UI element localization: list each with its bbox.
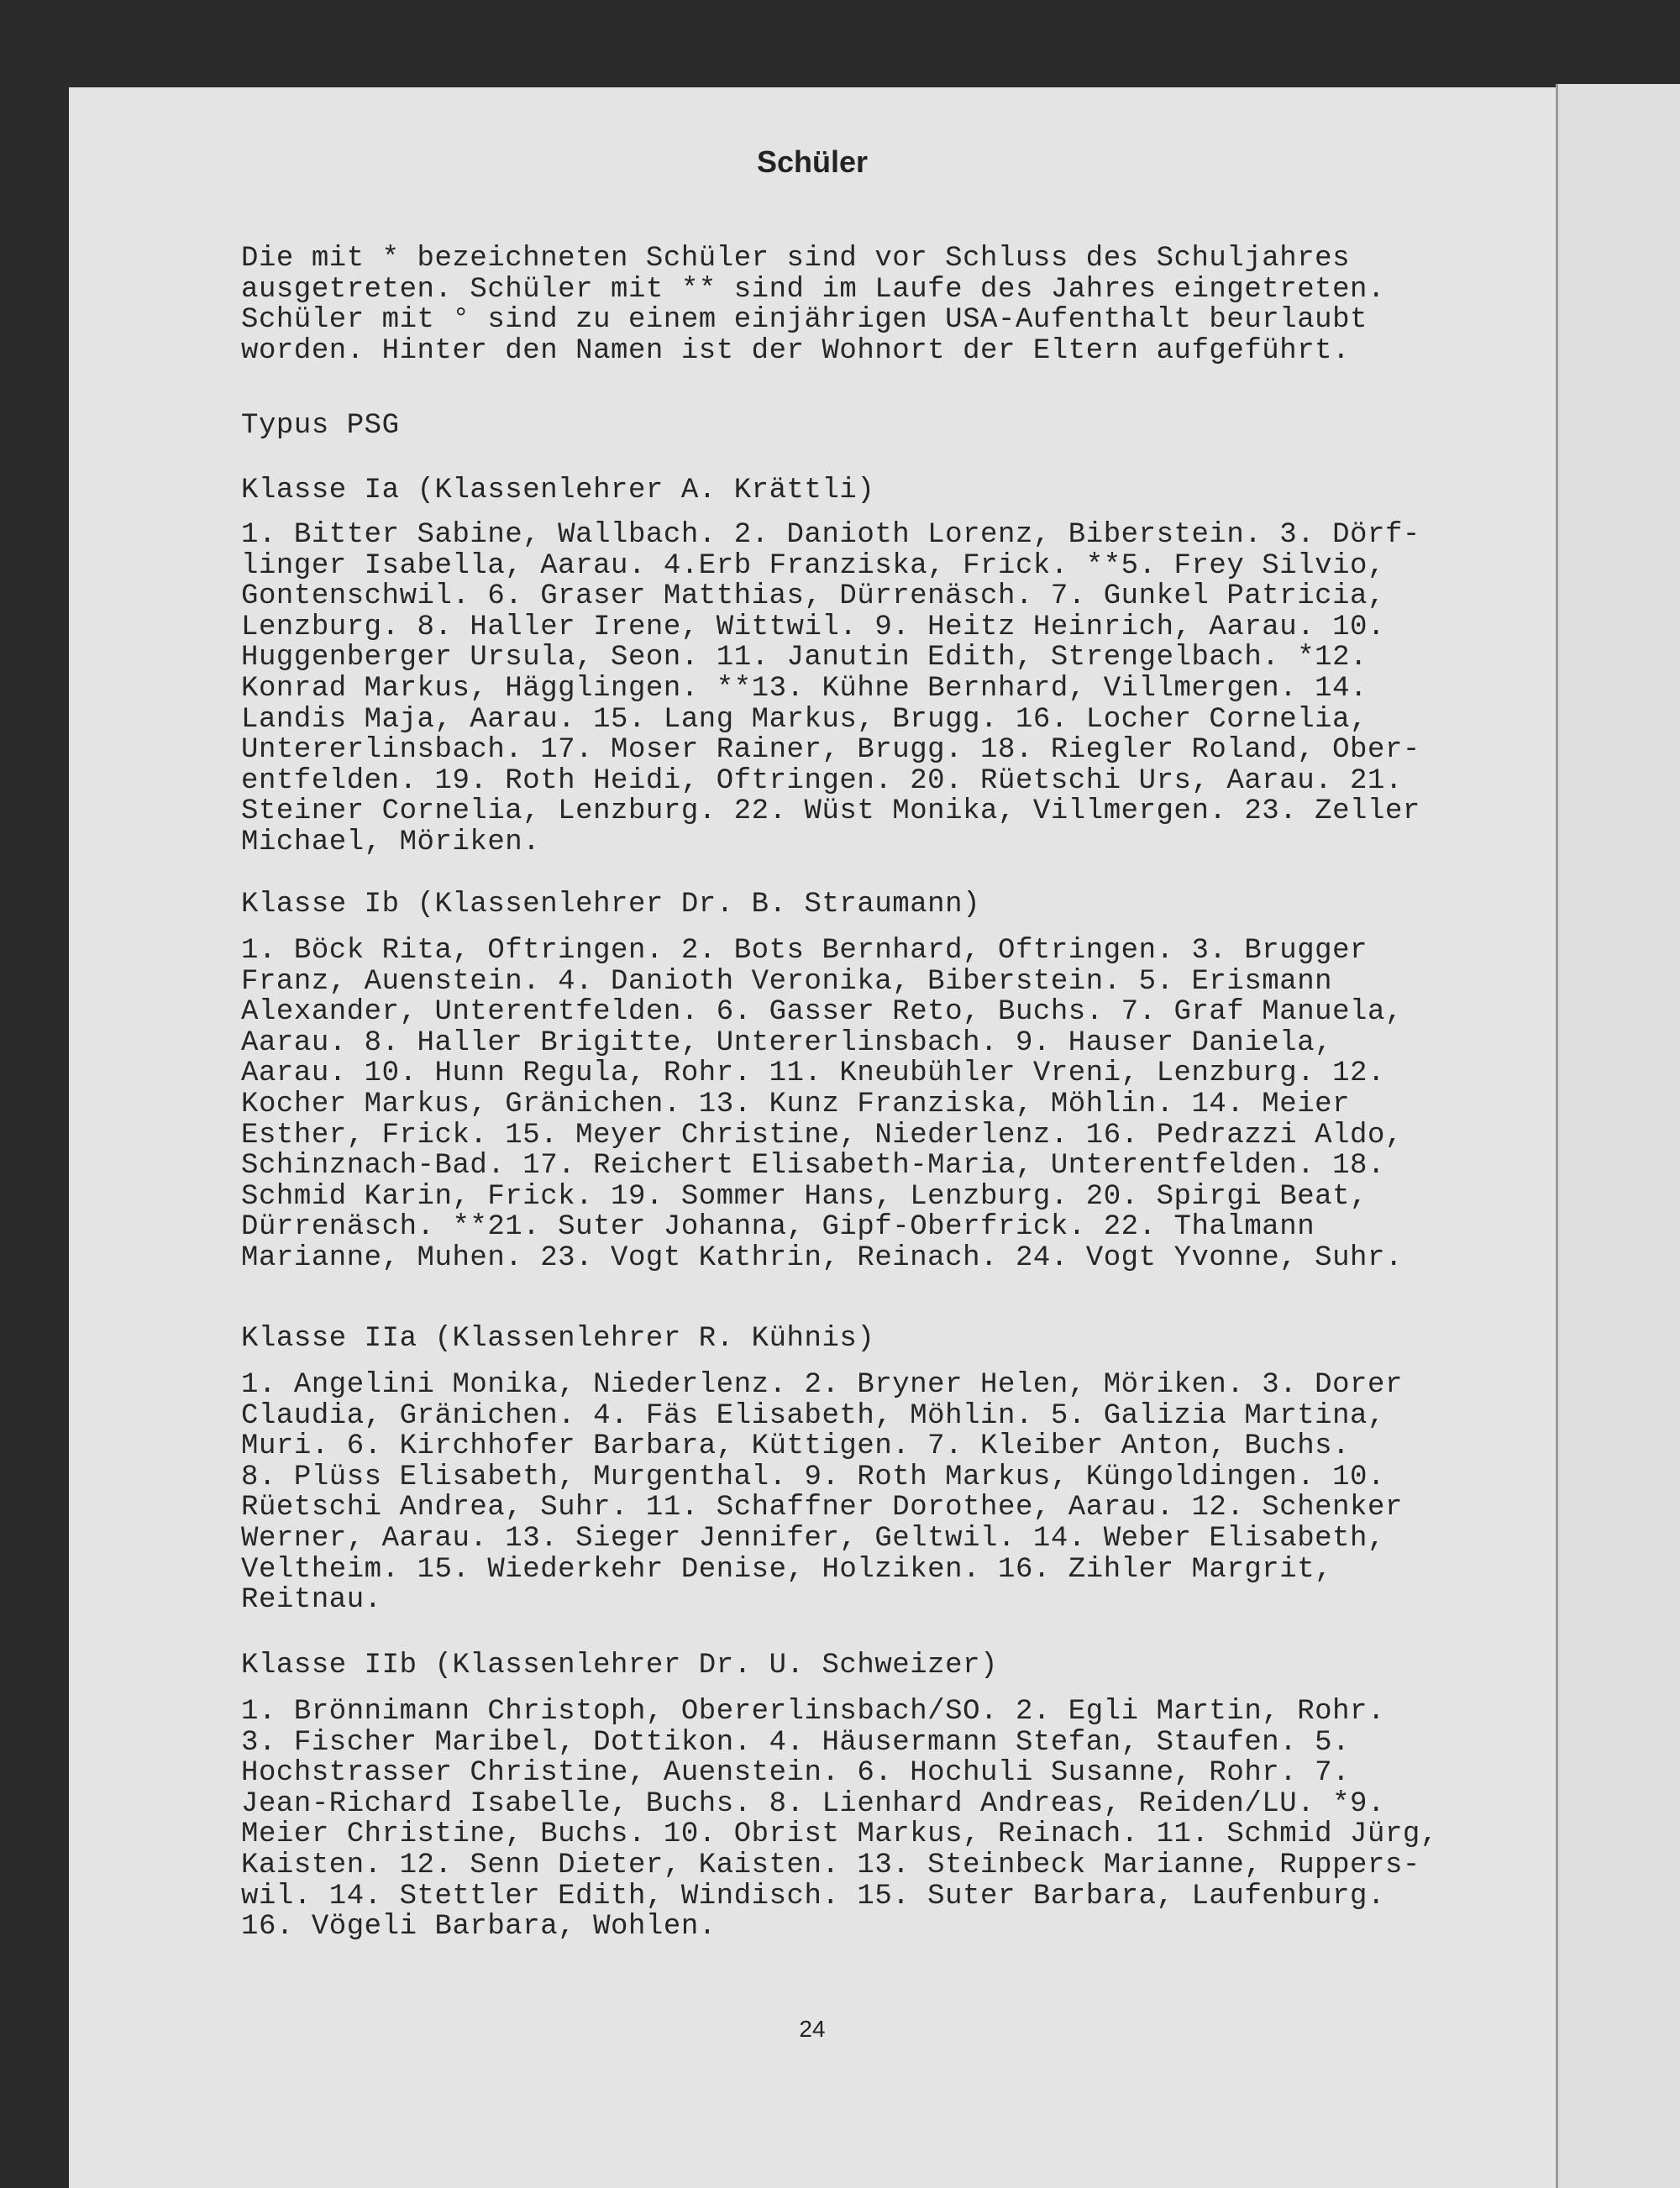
- student-list-ib: 1. Böck Rita, Oftringen. 2. Bots Bernhard, Oftringen. 3. Brugger Franz, Auenstein. 4. Danioth Veronika, Biberstein. 5. Erismann Alexander, Unterentfelden. 6. Gasser Reto, Buchs. 7. Graf Manuela, Aarau. 8. Haller Brigitte, Untererlinsbach. 9. Hauser Daniela, Aarau. 10. Hunn Regula, Rohr. 11. Kneubühler Vreni, Lenzburg. 12. Kocher Markus, Gränichen. 13. Kunz Franziska, Möhlin. 14. Meier Esther, Frick. 15. Meyer Christine, Niederlenz. 16. Pedrazzi Aldo, Schinznach-Bad. 17. Reichert Elisabeth-Maria, Unterentfelden. 18. Schmid Karin, Frick. 19. Sommer Hans, Lenzburg. 20. Spirgi Beat, Dürrenäsch. **21. Suter Johanna, Gipf-Oberfrick. 22. Thalmann Marianne, Muhen. 23. Vogt Kathrin, Reinach. 24. Vogt Yvonne, Suhr.: [241, 935, 1403, 1274]
- class-heading-iib: Klasse IIb (Klassenlehrer Dr. U. Schweizer): [241, 1650, 998, 1682]
- student-list-ia: 1. Bitter Sabine, Wallbach. 2. Danioth Lorenz, Biberstein. 3. Dörf- linger Isabella, Aarau. 4.Erb Franziska, Frick. **5. Frey Silvio, Gontenschwil. 6. Graser Matthias, Dürrenäsch. 7. Gunkel Patricia, Lenzburg. 8. Haller Irene, Wittwil. 9. Heitz Heinrich, Aarau. 10. Huggenberger Ursula, Seon. 11. Janutin Edith, Strengelbach. *12. Konrad Markus, Hägglingen. **13. Kühne Bernhard, Villmergen. 14. Landis Maja, Aarau. 15. Lang Markus, Brugg. 16. Locher Cornelia, Untererlinsbach. 17. Moser Rainer, Brugg. 18. Riegler Roland, Ober- entfelden. 19. Roth Heidi, Oftringen. 20. Rüetschi Urs, Aarau. 21. Steiner Cornelia, Lenzburg. 22. Wüst Monika, Villmergen. 23. Zeller Michael, Möriken.: [241, 519, 1420, 858]
- class-heading-ia: Klasse Ia (Klassenlehrer A. Krättli): [241, 475, 875, 506]
- document-page: [69, 87, 1556, 2188]
- class-heading-iia: Klasse IIa (Klassenlehrer R. Kühnis): [241, 1323, 875, 1355]
- student-list-iib: 1. Brönnimann Christoph, Obererlinsbach/SO. 2. Egli Martin, Rohr. 3. Fischer Maribel, Dottikon. 4. Häusermann Stefan, Staufen. 5. Hochstrasser Christine, Auenstein. 6. Hochuli Susanne, Rohr. 7. Jean-Richard Isabelle, Buchs. 8. Lienhard Andreas, Reiden/LU. *9. Meier Christine, Buchs. 10. Obrist Markus, Reinach. 11. Schmid Jürg, Kaisten. 12. Senn Dieter, Kaisten. 13. Steinbeck Marianne, Ruppers- wil. 14. Stettler Edith, Windisch. 15. Suter Barbara, Laufenburg. 16. Vögeli Barbara, Wohlen.: [241, 1696, 1438, 1944]
- section-heading-typus: Typus PSG: [241, 410, 400, 442]
- intro-paragraph: Die mit * bezeichneten Schüler sind vor Schluss des Schuljahres ausgetreten. Schüler mit ** sind im Laufe des Jahres eingetreten. Schüler mit ° sind zu einem einjährigen USA-Aufenthalt beurlaubt worden. Hinter den Namen ist der Wohnort der Eltern aufgeführt.: [241, 243, 1385, 367]
- student-list-iia: 1. Angelini Monika, Niederlenz. 2. Bryner Helen, Möriken. 3. Dorer Claudia, Gränichen. 4. Fäs Elisabeth, Möhlin. 5. Galizia Martina, Muri. 6. Kirchhofer Barbara, Küttigen. 7. Kleiber Anton, Buchs. 8. Plüss Elisabeth, Murgenthal. 9. Roth Markus, Küngoldingen. 10. Rüetschi Andrea, Suhr. 11. Schaffner Dorothee, Aarau. 12. Schenker Werner, Aarau. 13. Sieger Jennifer, Geltwil. 14. Weber Elisabeth, Veltheim. 15. Wiederkehr Denise, Holziken. 16. Zihler Margrit, Reitnau.: [241, 1369, 1403, 1617]
- class-heading-ib: Klasse Ib (Klassenlehrer Dr. B. Straumann): [241, 889, 981, 921]
- page-number: 24: [799, 2016, 826, 2042]
- page-title: Schüler: [756, 144, 869, 179]
